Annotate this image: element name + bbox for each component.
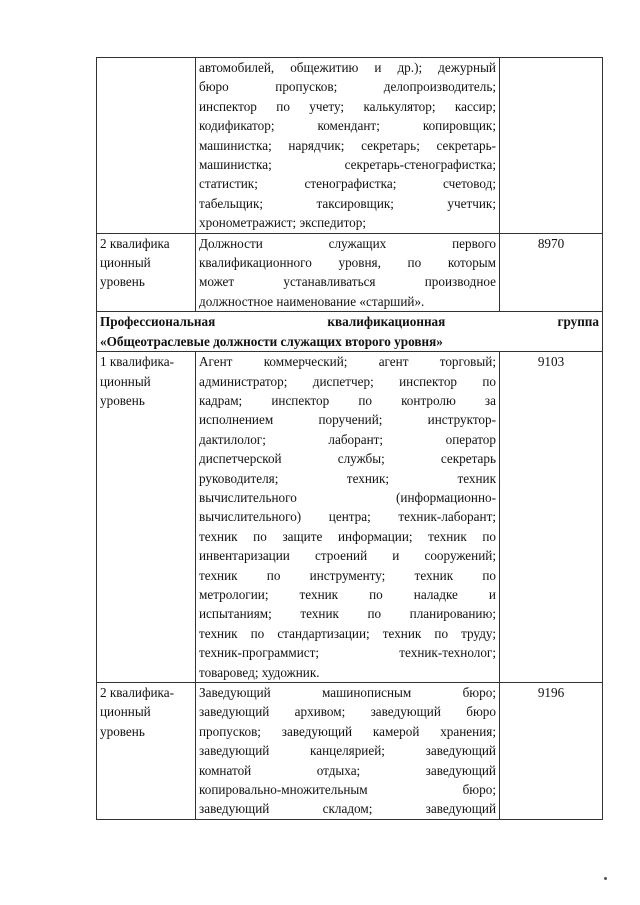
- scan-speck: [604, 877, 607, 880]
- positions-line: Заведующий машинописным бюро;: [199, 685, 496, 700]
- level-cell: [97, 233, 196, 312]
- positions-line: заведующий складом; заведующий: [199, 801, 496, 817]
- positions-line: кодификатор; комендант; копировщик;: [199, 118, 496, 134]
- level-line: 2 квалифика-: [100, 685, 175, 700]
- positions-line: испытаниям; техник по планированию;: [199, 606, 496, 622]
- positions-line: пропусков; заведующий камерой хранения;: [199, 723, 496, 739]
- level-line: 1 квалифика-: [100, 354, 175, 370]
- level-line: уровень: [100, 723, 145, 739]
- positions-line: дактилолог; лаборант; оператор: [199, 431, 496, 447]
- staff-positions-table: [96, 57, 603, 820]
- group-title-line: «Общеотраслевые должности служащих второго уровня»: [100, 333, 443, 349]
- positions-line: квалификационного уровня, по которым: [199, 255, 496, 271]
- table-row: [97, 233, 603, 312]
- positions-line: машинистка; нарядчик; секретарь; секретарь-: [199, 137, 496, 153]
- positions-line: инспектор по учету; калькулятор; кассир;: [199, 98, 496, 114]
- positions-cell: [196, 352, 500, 683]
- positions-line: администратор; диспетчер; инспектор по: [199, 373, 496, 389]
- positions-cell: [196, 683, 500, 820]
- level-cell: [97, 683, 196, 820]
- positions-cell: [196, 233, 500, 312]
- positions-line: Должности служащих первого: [199, 235, 496, 251]
- level-line: ционный: [100, 373, 151, 389]
- positions-line: метрологии; техник по наладке и: [199, 586, 496, 602]
- positions-line: инвентаризации строений и сооружений;: [199, 548, 496, 564]
- level-line: уровень: [100, 274, 145, 290]
- salary-cell: 9103: [500, 352, 603, 683]
- positions-line: может устанавливаться производное: [199, 274, 496, 290]
- positions-line: комнатой отдыха; заведующий: [199, 762, 496, 778]
- positions-line: товаровед; художник.: [199, 664, 320, 680]
- positions-line: статистик; стенографистка; счетовод;: [199, 176, 496, 192]
- positions-line: исполнением поручений; инструктор-: [199, 412, 496, 428]
- level-line: ционный: [100, 255, 151, 271]
- group-header-row: [97, 312, 603, 352]
- positions-line: табельщик; таксировщик; учетчик;: [199, 195, 496, 211]
- positions-line: хронометражист; экспедитор;: [199, 215, 367, 231]
- positions-line: техник по стандартизации; техник по труду;: [199, 625, 496, 641]
- level-cell: [97, 58, 196, 234]
- positions-cell: [196, 58, 500, 234]
- positions-line: диспетчерской службы; секретарь: [199, 451, 496, 467]
- positions-line: техник по защите информации; техник по: [199, 528, 496, 544]
- positions-line: Агент коммерческий; агент торговый;: [199, 354, 496, 370]
- level-line: 2 квалифика: [100, 235, 170, 251]
- table-row: [97, 58, 603, 234]
- positions-line: автомобилей, общежитию и др.); дежурный: [199, 60, 496, 75]
- positions-line: заведующий архивом; заведующий бюро: [199, 704, 496, 720]
- positions-line: руководителя; техник; техник: [199, 470, 496, 486]
- positions-line: заведующий канцелярией; заведующий: [199, 743, 496, 759]
- table-row: [97, 683, 603, 820]
- table-row: [97, 352, 603, 683]
- salary-cell: 9196: [500, 683, 603, 820]
- positions-line: бюро пропусков; делопроизводитель;: [199, 79, 496, 95]
- salary-cell: [500, 58, 603, 234]
- positions-line: техник по инструменту; техник по: [199, 567, 496, 583]
- positions-line: техник-программист; техник-технолог;: [199, 645, 496, 661]
- salary-cell: 8970: [500, 233, 603, 312]
- positions-line: копировально-множительным бюро;: [199, 782, 496, 798]
- level-cell: [97, 352, 196, 683]
- group-title-cell: [97, 312, 603, 352]
- positions-line: машинистка; секретарь-стенографистка;: [199, 157, 496, 173]
- level-line: ционный: [100, 704, 151, 720]
- positions-line: вычислительного) центра; техник-лаборант;: [199, 509, 496, 525]
- group-title-line: Профессиональная квалификационная группа: [100, 314, 599, 330]
- positions-line: должностное наименование «старший».: [199, 293, 425, 309]
- level-line: уровень: [100, 392, 145, 408]
- positions-line: кадрам; инспектор по контролю за: [199, 392, 496, 408]
- positions-line: вычислительного (информационно-: [199, 489, 496, 505]
